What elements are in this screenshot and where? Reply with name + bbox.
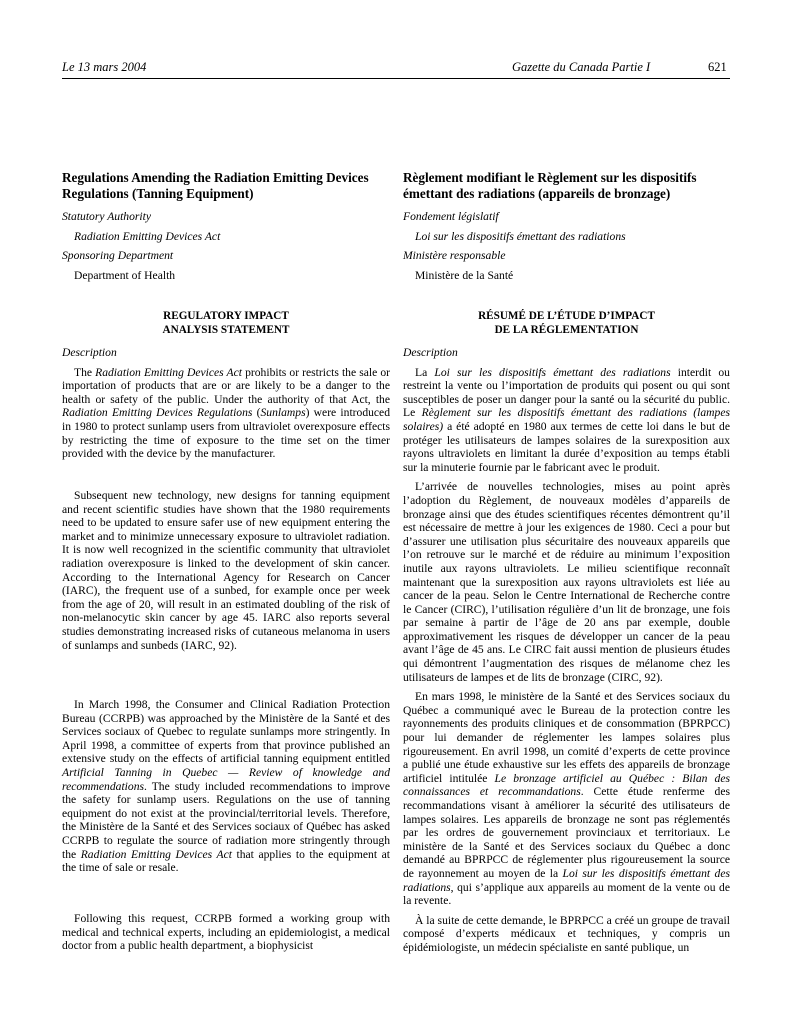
- fr-section-heading: [403, 310, 730, 337]
- fr-paragraph-2: L’arrivée de nouvelles technologies, mises au point après l’adoption du Règlement, de nouveaux modèles d’appareils de bronzage ainsi que des études scientifiques récentes démontrent qu’il est nécessaire de mettre à jour les exigences de 1980. Ceci a pour but d’assurer une utilisation plus sécuritaire des nouveaux appareils que l’on retrouve sur le marché et de réduire au minimum l’exposition inutile aux rayons ultraviolets. Le milieu scientifique reconnaît maintenant que la surexposition aux rayons ultraviolets est liée au cancer de la peau. Selon le Centre International de Recherche contre le Cancer (CIRC), l’utilisation régulière d’un lit de bronzage, une fois par semaine à partir de l’âge de 20 ans par exemple, double approximativement les risques de développer un cancer de la peau avant l’âge de 45 ans. Le CIRC fait aussi mention de plusieurs études qui démontrent l’augmentation des risques de mélanome chez les utilisateurs de lampes et de lits de bronzage (CIRC, 92).: [403, 480, 730, 684]
- header-date: Le 13 mars 2004: [62, 60, 147, 74]
- en-description: [62, 346, 390, 461]
- en-description-label: Description: [62, 346, 117, 359]
- french-column: [403, 170, 730, 288]
- en-paragraph-2: Subsequent new technology, new designs for tanning equipment and recent scientific studies have shown that the 1980 requirements need to be updated to ensure safer use of new equipment entering the market and to minimize unnecessary exposure to ultraviolet radiation. It is now well recognized in the scientific community that ultraviolet radiation overexposure is linked to the development of skin cancer. According to the International Agency for Research on Cancer (IARC), the frequent use of a sunbed, for example once per week from the age of 20, will result in an estimated doubling of the risk of non-melanocytic skin cancer by age 45. IARC also reports several studies demonstrating increased risks of cutaneous melanoma in users of sunlamps and sunbeds (IARC, 92).: [62, 489, 390, 652]
- fr-sponsor-value: Ministère de la Santé: [415, 268, 514, 282]
- en-paragraph-2-wrap: [62, 489, 390, 652]
- fr-title: Règlement modifiant le Règlement sur les dispositifs émettant des radiations (appareils de bronzage): [403, 170, 697, 201]
- en-sponsor-value: Department of Health: [74, 268, 176, 282]
- fr-paragraph-3: En mars 1998, le ministère de la Santé et des Services sociaux du Québec a communiqué avec le Bureau de la protection contre les rayonnements des produits cliniques et de consommation (BPRPCC) pour lui demander de réglementer les lampes solaires plus rigoureusement. En avril 1998, un comité d’experts de cette province a publié une étude exhaustive sur les effets des appareils de bronzage artificiel intitulée Le bronzage artificiel au Québec : Bilan des connaissances et recommandations. Cette étude renferme des recommandations visant à améliorer la sécurité des utilisateurs de lampes solaires. Les appareils de bronzage ne sont pas réglementés par les ordres de gouvernement provinciaux et territoriaux. Le ministère de la Santé et des Services sociaux du Québec a donc demandé au BPRPCC de réglementer plus rigoureusement la source de rayonnement au moyen de la Loi sur les dispositifs émettant des radiations, qui s’applique aux appareils au moment de la vente ou de la revente.: [403, 690, 731, 908]
- en-paragraph-3: In March 1998, the Consumer and Clinical Radiation Protection Bureau (CCRPB) was approached by the Ministère de la Santé et des Services sociaux of Quebec to regulate sunlamps more stringently. In April 1998, a committee of experts from that province published an extensive study on the effects of artificial tanning equipment entitled Artificial Tanning in Quebec — Review of knowledge and recommendations. The study included recommendations to improve the safety for sunlamp users. Regulations on the use of tanning equipment do not exist at the provincial/territorial levels. Therefore, the Ministère de la Santé et des Services sociaux of Québec has asked CCRPB to regulate the source of radiation more stringently through the Radiation Emitting Devices Act that applies to the equipment at the time of sale or resale.: [62, 698, 390, 875]
- header-rule: [62, 78, 730, 79]
- fr-sponsor-label: Ministère responsable: [403, 249, 506, 263]
- en-statutory-label: Statutory Authority: [62, 210, 151, 223]
- header-gazette: Gazette du Canada Partie I: [512, 60, 651, 74]
- en-statutory-value: Radiation Emitting Devices Act: [74, 229, 221, 243]
- fr-section-line1: RÉSUMÉ DE L’ÉTUDE D’IMPACT: [478, 310, 655, 322]
- en-paragraph-3-wrap: [62, 698, 390, 875]
- page-number: 621: [708, 60, 727, 74]
- english-column: [62, 170, 390, 288]
- fr-paragraph-4: À la suite de cette demande, le BPRPCC a créé un groupe de travail composé d’experts médicaux et techniques, y compris un épidémiologiste, un médecin spécialiste en santé publique, un: [403, 913, 730, 954]
- fr-paragraph-1: La Loi sur les dispositifs émettant des radiations interdit ou restreint la vente ou l’importation de produits qui posent ou qui sont susceptibles de poser un danger pour la santé ou la sécurité du public. Le Règlement sur les dispositifs émettant des radiations (lampes solaires) a été adopté en 1980 aux termes de cette loi dans le but de protéger les utilisateurs de lampes solaires de la surexposition aux rayons ultraviolets en limitant la durée d’exposition au temps établi sur la minuterie fournie par le fabricant avec le produit.: [403, 365, 730, 474]
- en-paragraph-4: Following this request, CCRPB formed a working group with medical and technical experts, including an epidemiologist, a medical doctor from a public health department, a biophysicist: [62, 912, 390, 953]
- fr-statutory-label: Fondement législatif: [403, 210, 499, 223]
- fr-description: [403, 346, 730, 955]
- en-paragraph-1: The Radiation Emitting Devices Act prohibits or restricts the sale or importation of products that are or are likely to be a danger to the health or safety of the public. Under the authority of that Act, the Radiation Emitting Devices Regulations (Sunlamps) were introduced in 1980 to protect sunlamp users from ultraviolet overexposure effects by restricting the time of exposure to the time set on the timer provided with the device by the manufacturer.: [62, 365, 391, 461]
- fr-description-label: Description: [403, 346, 458, 359]
- fr-statutory-value: Loi sur les dispositifs émettant des radiations: [415, 229, 626, 243]
- fr-section-line2: DE LA RÉGLEMENTATION: [494, 323, 639, 336]
- en-sponsor-label: Sponsoring Department: [62, 249, 174, 263]
- en-paragraph-4-wrap: [62, 912, 390, 953]
- en-section-line1: REGULATORY IMPACT: [163, 310, 289, 322]
- en-section-heading: [62, 310, 390, 337]
- en-title: Regulations Amending the Radiation Emitting Devices Regulations (Tanning Equipment): [62, 170, 369, 201]
- en-section-line2: ANALYSIS STATEMENT: [162, 323, 290, 336]
